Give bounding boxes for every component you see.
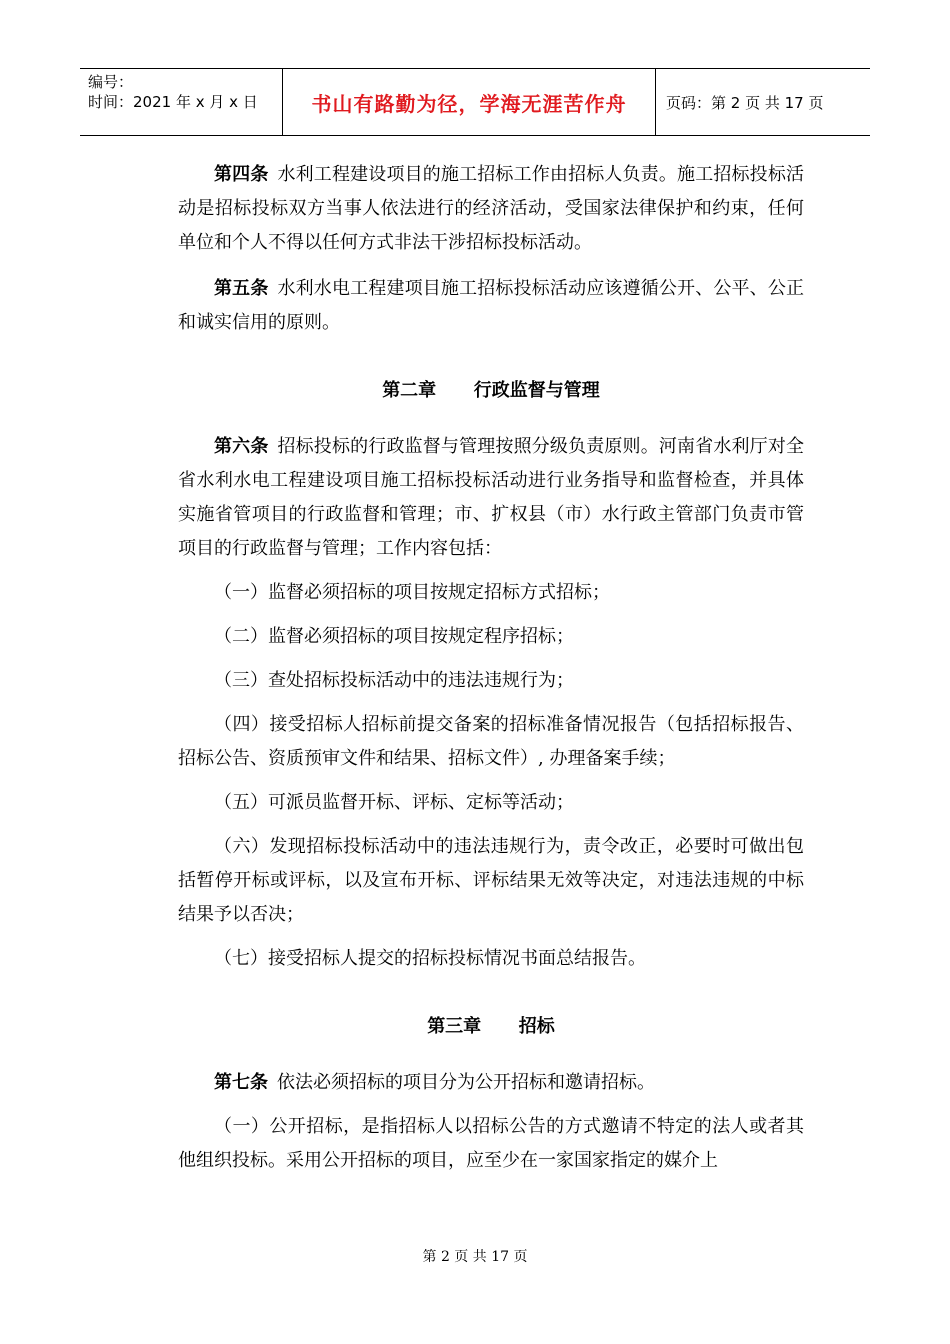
article-7 [178,1066,804,1100]
document-number-label: 编号： [88,73,134,91]
document-date: 时间：2021 年 x 月 x 日 [88,93,258,111]
header-page-info-cell [656,69,870,135]
header-meta [80,69,282,135]
list-item: （四）接受招标人招标前提交备案的招标准备情况报告（包括招标报告、招标公告、资质预审文件和结果、招标文件）, 办理备案手续； [178,714,804,769]
article-5 [178,272,804,340]
article-7-text: 依法必须招标的项目分为公开招标和邀请招标。 [277,1072,655,1093]
document-body [178,158,804,1178]
list-item: （二）监督必须招标的项目按规定程序招标； [214,626,574,647]
list-item: （三）查处招标投标活动中的违法违规行为； [214,670,574,691]
article-5-text: 水利水电工程建项目施工招标投标活动应该遵循公开、公平、公正和诚实信用的原则。 [178,278,804,333]
article-4-text: 水利工程建设项目的施工招标工作由招标人负责。施工招标投标活动是招标投标双方当事人依法进行的经济活动，受国家法律保护和约束，任何单位和个人不得以任何方式非法干涉招标投标活动。 [178,164,804,253]
article-7-item-1: （一）公开招标，是指招标人以招标公告的方式邀请不特定的法人或者其他组织投标。采用公开招标的项目，应至少在一家国家指定的媒介上 [178,1116,804,1171]
article-6-text: 招标投标的行政监督与管理按照分级负责原则。河南省水利厅对全省水利水电工程建设项目施工招标投标活动进行业务指导和监督检查，并具体实施省管项目的行政监督和管理；市、扩权县（市）水行政主管部门负责市管项目的行政监督与管理；工作内容包括： [178,436,804,559]
article-6 [178,430,804,566]
page-footer: 第 2 页 共 17 页 [422,1249,528,1265]
article-5-title: 第五条 [214,278,269,299]
chapter-2-heading: 第二章 行政监督与管理 [382,380,600,401]
article-4 [178,158,804,260]
article-6-title: 第六条 [214,436,269,457]
header-page-info: 页码：第 2 页 共 17 页 [666,93,824,112]
list-item: （五）可派员监督开标、评标、定标等活动； [214,792,574,813]
page-header [80,68,870,136]
chapter-3-heading: 第三章 招标 [427,1016,555,1037]
list-item: （七）接受招标人提交的招标投标情况书面总结报告。 [214,948,646,969]
list-item: （六）发现招标投标活动中的违法违规行为，责令改正，必要时可做出包括暂停开标或评标，以及宣布开标、评标结果无效等决定，对违法违规的中标结果予以否决； [178,836,804,925]
article-4-title: 第四条 [214,164,269,185]
list-item: （一）监督必须招标的项目按规定招标方式招标； [214,582,610,603]
article-7-title: 第七条 [214,1072,268,1093]
header-motto-cell [282,69,656,135]
header-motto: 书山有路勤为径，学海无涯苦作舟 [311,91,627,116]
